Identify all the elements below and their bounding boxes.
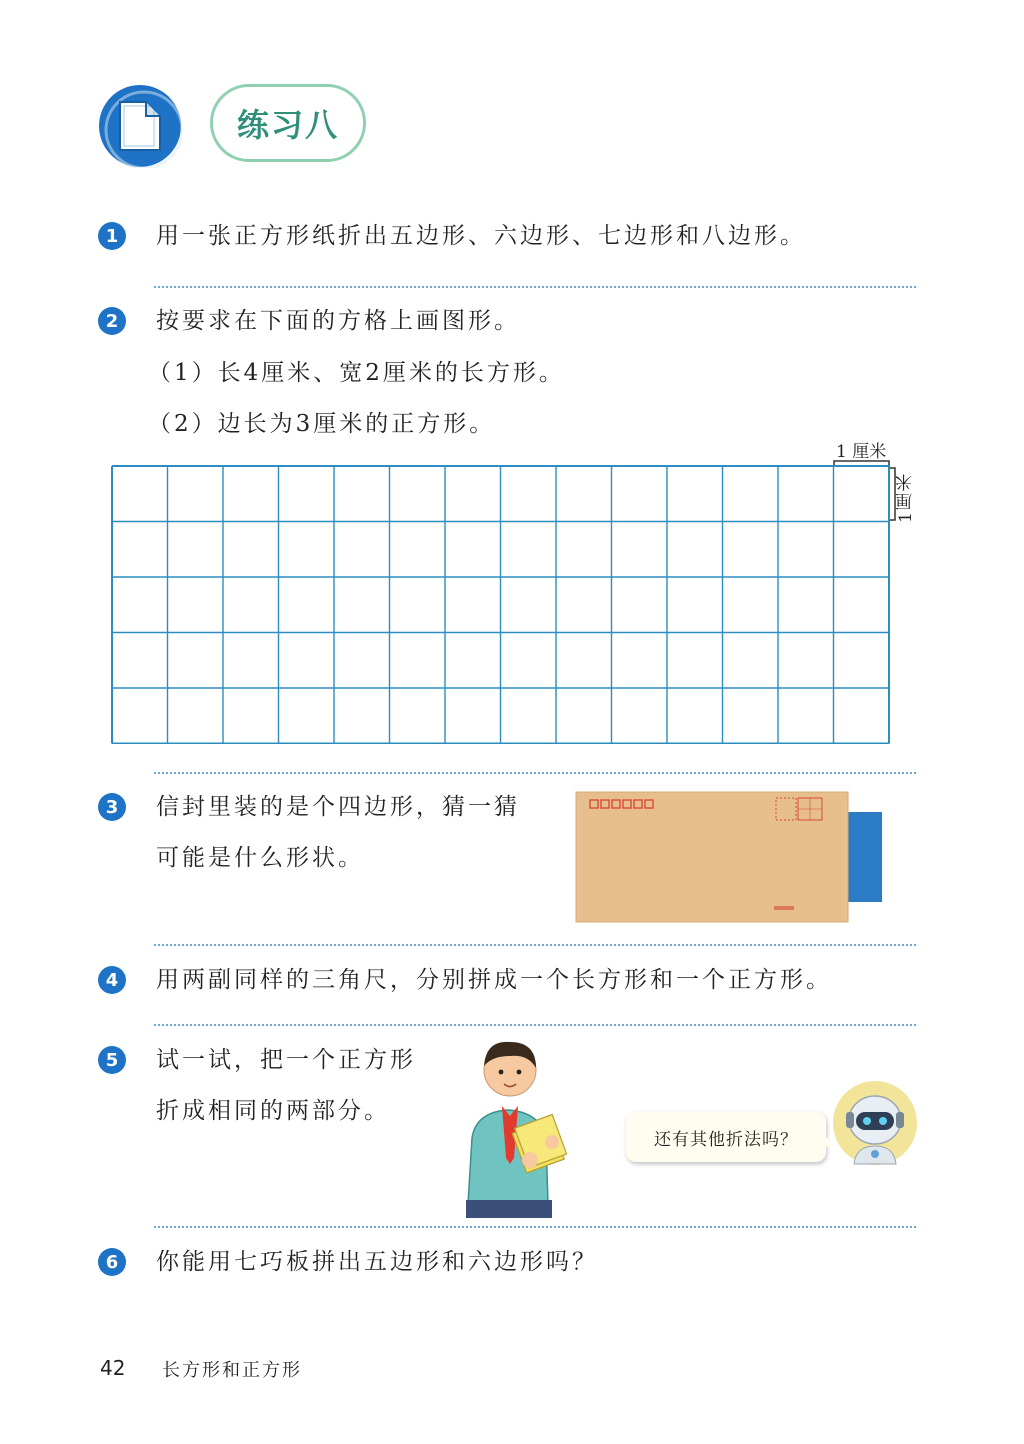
divider [154, 944, 916, 946]
question-4-text: 用两副同样的三角尺，分别拼成一个长方形和一个正方形。 [156, 967, 832, 993]
document-icon [98, 84, 182, 168]
robot-avatar [832, 1080, 918, 1166]
speech-bubble [626, 1112, 826, 1162]
divider [154, 1226, 916, 1228]
chapter-title: 长方形和正方形 [162, 1360, 302, 1381]
page-number: 42 [100, 1356, 126, 1380]
question-number-3: 3 [98, 793, 126, 821]
question-1-text: 用一张正方形纸折出五边形、六边形、七边形和八边形。 [156, 223, 806, 249]
question-number-2: 2 [98, 307, 126, 335]
question-number-1: 1 [98, 222, 126, 250]
question-number-6: 6 [98, 1248, 126, 1276]
question-2-text: 按要求在下面的方格上画图形。 [156, 308, 520, 334]
divider [154, 286, 916, 288]
divider [154, 1024, 916, 1026]
question-3-line-1: 信封里装的是个四边形，猜一猜 [156, 794, 520, 820]
question-number-4: 4 [98, 966, 126, 994]
question-2-sub-1: （1）长4厘米、宽2厘米的长方形。 [148, 360, 565, 386]
question-5-line-1: 试一试，把一个正方形 [156, 1047, 416, 1073]
exercise-title: 练习八 [210, 84, 366, 162]
grid-unit-label-side: 1厘米 [896, 472, 916, 523]
question-2-sub-2: （2）边长为3厘米的正方形。 [148, 411, 496, 437]
question-3-line-2: 可能是什么形状。 [156, 845, 364, 871]
envelope-illustration [574, 790, 886, 926]
question-6-text: 你能用七巧板拼出五边形和六边形吗？ [156, 1249, 598, 1275]
drawing-grid[interactable] [110, 464, 892, 744]
divider [154, 772, 916, 774]
grid-unit-label-top: 1 厘米 [836, 442, 887, 462]
boy-illustration [446, 1034, 572, 1218]
question-number-5: 5 [98, 1046, 126, 1074]
speech-bubble-text: 还有其他折法吗？ [654, 1129, 798, 1150]
question-5-line-2: 折成相同的两部分。 [156, 1098, 390, 1124]
